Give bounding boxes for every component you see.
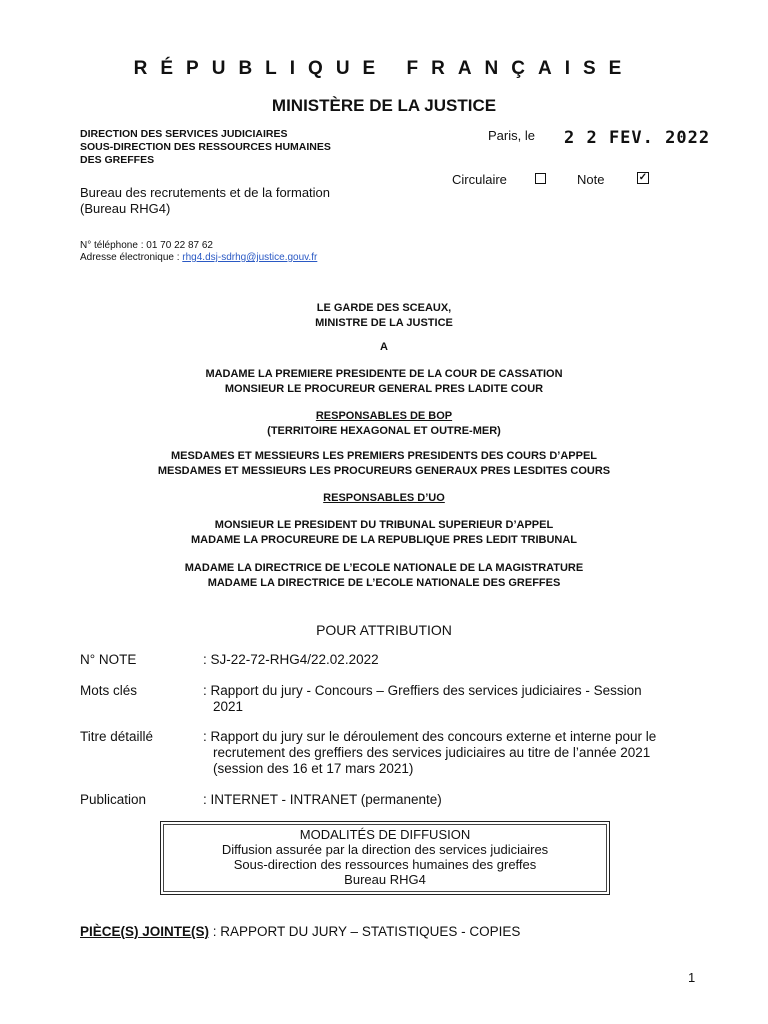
title-value [203, 729, 703, 777]
addressee-line: MESDAMES ET MESSIEURS LES PROCUREURS GENERAUX PRES LESDITES COURS [157, 465, 611, 477]
addressee-line: MESDAMES ET MESSIEURS LES PREMIERS PRESIDENTS DES COURS D’APPEL [170, 450, 597, 462]
directorate-block [80, 128, 331, 167]
directorate-line: DES GREFFES [80, 154, 155, 166]
email-label: Adresse électronique : [80, 252, 183, 263]
place-label: Paris, le [488, 128, 535, 143]
keywords-line: : Rapport du jury - Concours – Greffiers des services judiciaires - Session [203, 683, 642, 698]
keywords-label: Mots clés [80, 683, 138, 698]
republic-heading: RÉPUBLIQUE FRANÇAISE [133, 58, 635, 79]
uo-title: RESPONSABLES D’UO [323, 492, 445, 504]
diffusion-line: Sous-direction des ressources humaines des greffes [233, 857, 537, 872]
title-label: Titre détaillé [80, 729, 154, 744]
addressee-group-4 [0, 561, 768, 591]
attribution-heading: POUR ATTRIBUTION [316, 622, 452, 638]
attachments-line [80, 924, 520, 939]
publication-value: : INTERNET - INTRANET (permanente) [203, 792, 442, 807]
addressee-line: MADAME LA DIRECTRICE DE L’ECOLE NATIONALE DE LA MAGISTRATURE [184, 562, 584, 574]
keywords-value [203, 683, 703, 715]
attachments-value: : RAPPORT DU JURY – STATISTIQUES - COPIES [209, 924, 521, 939]
note-number-label: N° NOTE [80, 652, 137, 667]
directorate-line: SOUS-DIRECTION DES RESSOURCES HUMAINES [80, 141, 331, 153]
title-line: recrutement des greffiers des services judiciaires au titre de l’année 2021 [213, 745, 651, 760]
diffusion-title: MODALITÉS DE DIFFUSION [299, 827, 471, 842]
email-link[interactable]: rhg4.dsj-sdrhg@justice.gouv.fr [182, 252, 318, 263]
circulaire-checkbox [535, 173, 546, 184]
bureau-block [80, 185, 330, 217]
note-label: Note [577, 172, 605, 187]
addressee-group-1 [0, 367, 768, 397]
keywords-line: 2021 [213, 699, 244, 714]
note-checkbox [637, 172, 649, 184]
sender-block [0, 301, 768, 331]
sender-line: LE GARDE DES SCEAUX, [316, 302, 452, 314]
addressee-line: MADAME LA PREMIERE PRESIDENTE DE LA COUR DE CASSATION [205, 368, 563, 380]
bop-block [0, 409, 768, 439]
bop-subtitle: (TERRITOIRE HEXAGONAL ET OUTRE-MER) [267, 425, 501, 437]
publication-label: Publication [80, 792, 147, 807]
contact-block [80, 240, 317, 264]
ministry-heading: MINISTÈRE DE LA JUSTICE [271, 96, 497, 115]
bureau-line: (Bureau RHG4) [80, 201, 171, 216]
phone-line: N° téléphone : 01 70 22 87 62 [80, 240, 213, 251]
sender-line: MINISTRE DE LA JUSTICE [315, 317, 453, 329]
title-line: (session des 16 et 17 mars 2021) [213, 761, 414, 776]
addressee-line: MONSIEUR LE PRESIDENT DU TRIBUNAL SUPERIEUR D’APPEL [214, 519, 554, 531]
to-label: A [380, 341, 388, 353]
addressee-line: MADAME LA DIRECTRICE DE L’ECOLE NATIONALE DES GREFFES [207, 577, 561, 589]
directorate-line: DIRECTION DES SERVICES JUDICIAIRES [80, 128, 288, 140]
check-icon: ✓ [638, 172, 648, 183]
attachments-label: PIÈCE(S) JOINTE(S) [80, 924, 210, 939]
title-line: : Rapport du jury sur le déroulement des concours externe et interne pour le [203, 729, 657, 744]
addressee-group-2 [0, 449, 768, 479]
email-line [80, 252, 317, 264]
page-number: 1 [688, 970, 696, 985]
addressee-group-3 [0, 518, 768, 548]
diffusion-line: Diffusion assurée par la direction des services judiciaires [221, 842, 549, 857]
circulaire-label: Circulaire [452, 172, 507, 187]
addressee-line: MONSIEUR LE PROCUREUR GENERAL PRES LADITE COUR [224, 383, 544, 395]
date-stamp: 2 2 FEV. 2022 [564, 128, 711, 148]
addressee-line: MADAME LA PROCUREURE DE LA REPUBLIQUE PRES LEDIT TRIBUNAL [190, 534, 578, 546]
bop-title: RESPONSABLES DE BOP [315, 410, 453, 422]
diffusion-box [160, 821, 610, 895]
bureau-line: Bureau des recrutements et de la formation [80, 185, 331, 200]
note-number-value: : SJ-22-72-RHG4/22.02.2022 [203, 652, 379, 667]
diffusion-line: Bureau RHG4 [344, 872, 426, 887]
